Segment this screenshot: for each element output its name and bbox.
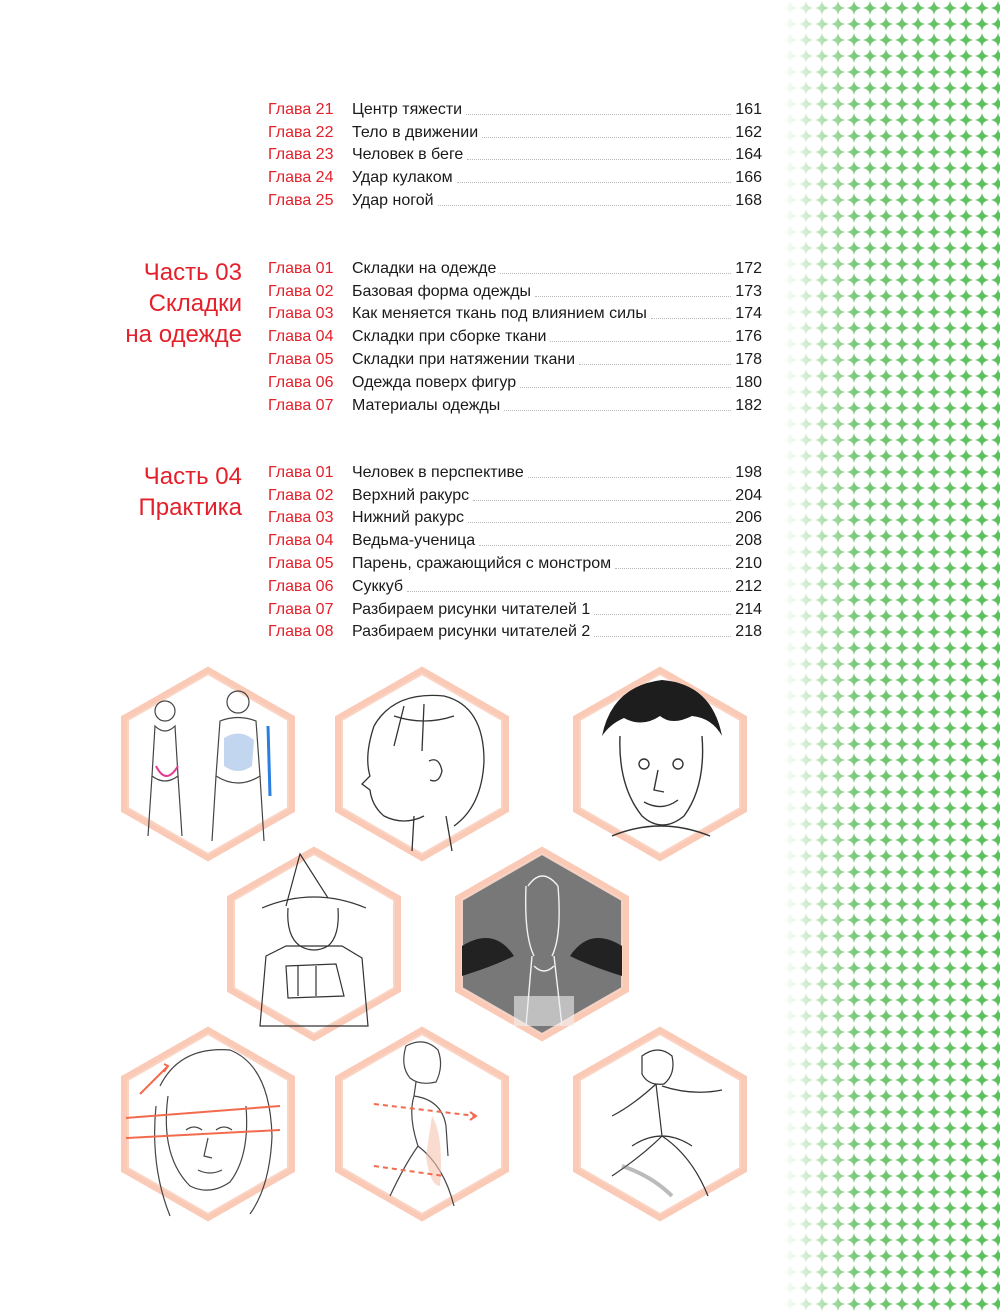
part-title-line: на одежде	[125, 321, 242, 348]
part-title-line: Часть 03	[143, 259, 242, 286]
chapter-label: Глава 03	[268, 509, 334, 527]
dot-leader	[651, 317, 731, 319]
part-title	[40, 461, 242, 523]
toc-entry	[268, 119, 762, 142]
page-number: 214	[735, 600, 762, 618]
page-number: 182	[735, 396, 762, 414]
star-pattern-icon	[782, 0, 1000, 1312]
dot-leader	[535, 295, 731, 297]
chapter-title: Складки при сборке ткани	[352, 328, 547, 346]
chapter-label: Глава 05	[268, 350, 334, 368]
page-number: 208	[735, 532, 762, 550]
chapter-title: Разбираем рисунки читателей 2	[352, 623, 591, 641]
toc-entry	[268, 527, 762, 550]
chapter-label: Глава 06	[268, 373, 334, 391]
dot-leader	[594, 613, 731, 615]
chapter-label: Глава 01	[268, 259, 334, 277]
toc-entry	[268, 505, 762, 528]
toc-entry	[268, 301, 762, 324]
page-number: 164	[735, 146, 762, 164]
chapter-label: Глава 01	[268, 463, 334, 481]
dot-leader	[407, 590, 731, 592]
chapter-title: Центр тяжести	[352, 100, 463, 118]
part-title-line: Часть 04	[143, 463, 242, 490]
chapter-label: Глава 04	[268, 532, 334, 550]
page-number: 174	[735, 305, 762, 323]
dot-leader	[528, 476, 732, 478]
chapter-label: Глава 03	[268, 305, 334, 323]
toc-entry	[268, 459, 762, 482]
toc-entry	[268, 619, 762, 642]
chapter-title: Разбираем рисунки читателей 1	[352, 600, 591, 618]
chapter-label: Глава 04	[268, 328, 334, 346]
page-number: 204	[735, 486, 762, 504]
star-pattern-strip	[782, 0, 1000, 1312]
toc-entry	[268, 323, 762, 346]
hex-illustration-anatomy-couple	[120, 666, 296, 862]
chapter-title: Одежда поверх фигур	[352, 373, 517, 391]
page-number: 180	[735, 373, 762, 391]
dot-leader	[438, 204, 732, 206]
part-title-line: Складки	[148, 290, 242, 317]
dot-leader	[466, 113, 731, 115]
chapter-label: Глава 05	[268, 554, 334, 572]
toc-entries	[268, 459, 762, 641]
chapter-label: Глава 23	[268, 146, 334, 164]
page-number: 176	[735, 328, 762, 346]
page-number: 166	[735, 169, 762, 187]
page-number: 168	[735, 191, 762, 209]
toc-entry	[268, 96, 762, 119]
dot-leader	[594, 635, 731, 637]
hex-illustration-woman-face	[120, 1026, 296, 1222]
page-number: 206	[735, 509, 762, 527]
toc-entry	[268, 550, 762, 573]
hex-illustration-girl-leaning	[334, 1026, 510, 1222]
toc-entry	[268, 142, 762, 165]
toc-entry	[268, 573, 762, 596]
toc-entries	[268, 96, 762, 210]
toc-entry	[268, 392, 762, 415]
chapter-label: Глава 21	[268, 100, 334, 118]
chapter-title: Материалы одежды	[352, 396, 501, 414]
page-number: 161	[735, 100, 762, 118]
part-title-line: Практика	[138, 494, 242, 521]
dot-leader	[504, 409, 731, 411]
toc-entries	[268, 255, 762, 415]
chapter-label: Глава 02	[268, 282, 334, 300]
chapter-title: Как меняется ткань под влиянием силы	[352, 305, 647, 323]
dot-leader	[520, 386, 731, 388]
toc-entry	[268, 596, 762, 619]
chapter-label: Глава 02	[268, 486, 334, 504]
chapter-title: Удар кулаком	[352, 169, 453, 187]
part-title	[40, 257, 242, 350]
page-number: 172	[735, 259, 762, 277]
dot-leader	[550, 340, 731, 342]
toc-entry	[268, 369, 762, 392]
hex-illustration-young-man	[572, 666, 748, 862]
chapter-label: Глава 22	[268, 123, 334, 141]
page-number: 162	[735, 123, 762, 141]
chapter-title: Складки при натяжении ткани	[352, 350, 576, 368]
chapter-label: Глава 07	[268, 600, 334, 618]
toc-entry	[268, 164, 762, 187]
hex-illustration-fighter-jumping	[572, 1026, 748, 1222]
chapter-title: Базовая форма одежды	[352, 282, 532, 300]
chapter-label: Глава 07	[268, 396, 334, 414]
page-number: 212	[735, 577, 762, 595]
toc-entry	[268, 187, 762, 210]
dot-leader	[579, 363, 731, 365]
dot-leader	[479, 544, 731, 546]
chapter-title: Удар ногой	[352, 191, 434, 209]
chapter-label: Глава 24	[268, 169, 334, 187]
dot-leader	[500, 272, 731, 274]
dot-leader	[615, 567, 731, 569]
chapter-title: Складки на одежде	[352, 259, 497, 277]
hex-illustration-girl-profile	[334, 666, 510, 862]
toc-entry	[268, 278, 762, 301]
toc-entry	[268, 255, 762, 278]
hex-illustration-succubus	[454, 846, 630, 1042]
chapter-title: Ведьма-ученица	[352, 532, 476, 550]
chapter-title: Парень, сражающийся с монстром	[352, 554, 612, 572]
dot-leader	[473, 499, 731, 501]
chapter-label: Глава 25	[268, 191, 334, 209]
toc-entry	[268, 482, 762, 505]
chapter-label: Глава 08	[268, 623, 334, 641]
page-number: 210	[735, 554, 762, 572]
page-number: 218	[735, 623, 762, 641]
chapter-title: Человек в перспективе	[352, 463, 524, 481]
toc-entry	[268, 346, 762, 369]
dot-leader	[467, 158, 731, 160]
chapter-label: Глава 06	[268, 577, 334, 595]
chapter-title: Тело в движении	[352, 123, 479, 141]
chapter-title: Человек в беге	[352, 146, 464, 164]
page-number: 198	[735, 463, 762, 481]
page-number: 178	[735, 350, 762, 368]
chapter-title: Верхний ракурс	[352, 486, 470, 504]
hex-illustration-witch-apprentice	[226, 846, 402, 1042]
dot-leader	[468, 521, 731, 523]
chapter-title: Нижний ракурс	[352, 509, 465, 527]
page-number: 173	[735, 282, 762, 300]
chapter-title: Суккуб	[352, 577, 404, 595]
dot-leader	[457, 181, 732, 183]
dot-leader	[482, 136, 731, 138]
